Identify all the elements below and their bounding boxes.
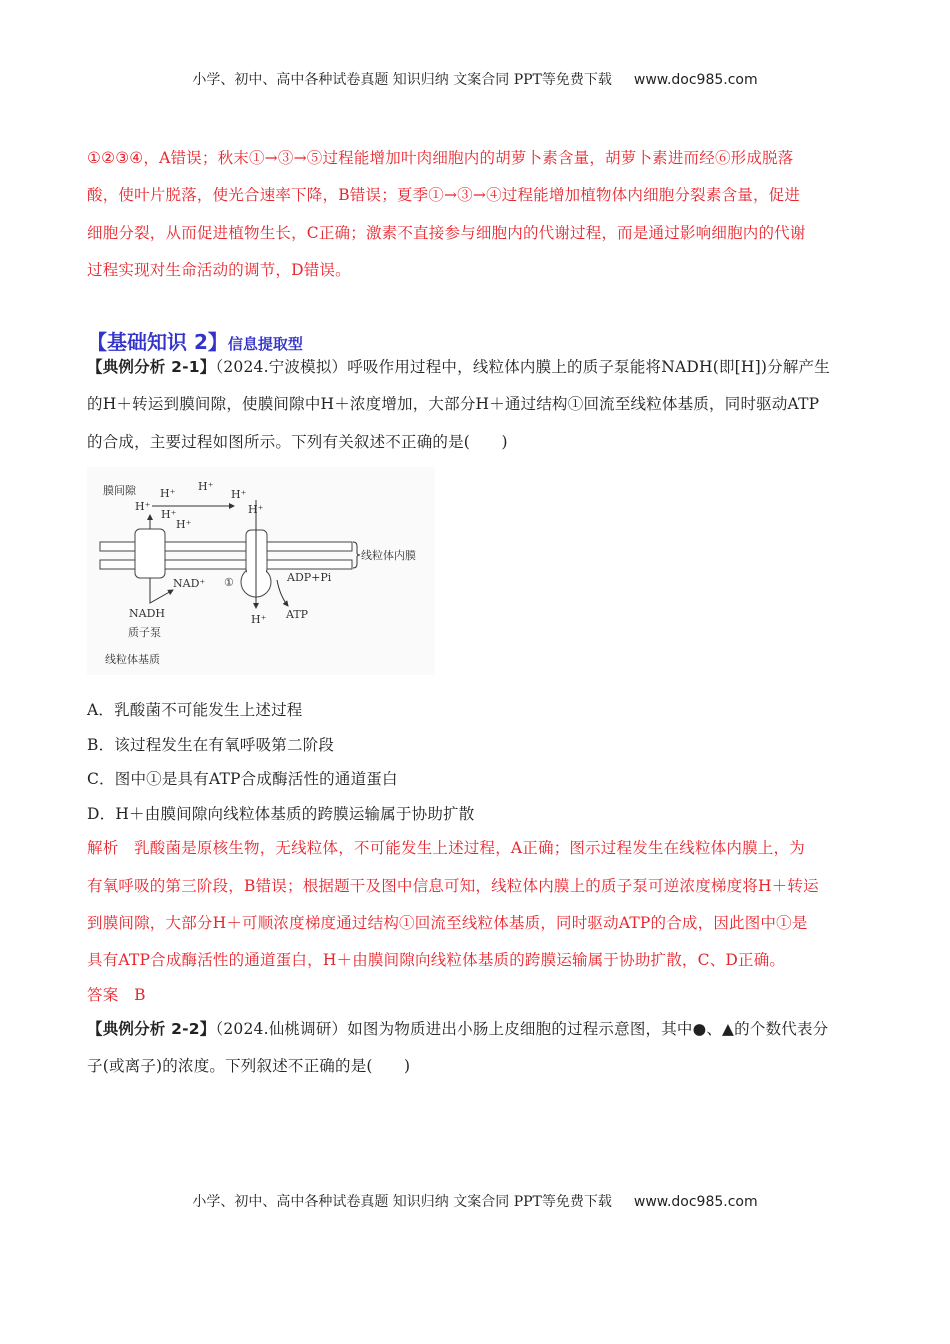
label-atp: ATP (286, 608, 309, 621)
prev-analysis-line: 酸，使叶片脱落，使光合速率下降，B错误；夏季①→③→④过程能增加植物体内细胞分裂素含量，促进 (87, 186, 801, 204)
q2-text: （2024.仙桃调研）如图为物质进出小肠上皮细胞的过程示意图，其中●、▲的个数代表分 (215, 1020, 829, 1038)
label-nadh: NADH (129, 607, 165, 620)
section-subtitle: 信息提取型 (227, 335, 303, 353)
prev-analysis-line: 过程实现对生命活动的调节，D错误。 (87, 261, 351, 279)
footer-url[interactable]: www.doc985.com (633, 1194, 758, 1210)
analysis-line: 有氧呼吸的第三阶段，B错误；根据题干及图中信息可知，线粒体内膜上的质子泵可逆浓度梯度将H＋转运 (87, 877, 819, 895)
q1-line: 的合成，主要过程如图所示。下列有关叙述不正确的是( ) (87, 433, 508, 451)
label-h: H⁺ (251, 613, 267, 626)
q2-line (87, 1017, 828, 1039)
analysis-line: 具有ATP合成酶活性的通道蛋白，H＋由膜间隙向线粒体基质的跨膜运输属于协助扩散，C、D正确。 (87, 951, 786, 969)
label-intermembrane: 膜间隙 (103, 484, 136, 497)
label-pump: 质子泵 (128, 626, 161, 639)
analysis-line: 到膜间隙，大部分H＋可顺浓度梯度通过结构①回流至线粒体基质，同时驱动ATP的合成，因此图中①是 (87, 914, 808, 932)
label-h: H⁺ (160, 487, 176, 500)
prev-analysis-line: 细胞分裂，从而促进植物生长，C正确；激素不直接参与细胞内的代谢过程，而是通过影响细胞内的代谢 (87, 224, 806, 242)
answer: 答案 B (87, 986, 146, 1004)
header-url[interactable]: www.doc985.com (633, 72, 758, 88)
label-structure-1: ① (224, 576, 234, 589)
label-h: H⁺ (176, 518, 192, 531)
header-text: 小学、初中、高中各种试卷真题 知识归纳 文案合同 PPT等免费下载 (192, 72, 612, 88)
q2-label: 【典例分析 2-2】 (87, 1020, 216, 1038)
q1-text: （2024.宁波模拟）呼吸作用过程中，线粒体内膜上的质子泵能将NADH(即[H])分解产生 (215, 358, 830, 376)
label-nad: NAD⁺ (173, 577, 206, 590)
option-b: B．该过程发生在有氧呼吸第二阶段 (87, 736, 335, 754)
section-title: 【基础知识 2】 (87, 330, 228, 354)
option-d: D．H＋由膜间隙向线粒体基质的跨膜运输属于协助扩散 (87, 805, 475, 823)
label-h: H⁺ (231, 488, 247, 501)
option-a: A．乳酸菌不可能发生上述过程 (87, 701, 303, 719)
q1-label: 【典例分析 2-1】 (87, 358, 216, 376)
label-h: H⁺ (161, 508, 177, 521)
page-footer (0, 1191, 950, 1211)
q1-line: 的H＋转运到膜间隙，使膜间隙中H＋浓度增加，大部分H＋通过结构①回流至线粒体基质，同时驱动ATP (87, 395, 820, 413)
footer-text: 小学、初中、高中各种试卷真题 知识归纳 文案合同 PPT等免费下载 (192, 1194, 612, 1210)
label-h: H⁺ (198, 480, 214, 493)
label-h: H⁺ (135, 500, 151, 513)
proton-pump-shape (135, 529, 165, 578)
label-h: H⁺ (248, 503, 264, 516)
q2-line: 子(或离子)的浓度。下列叙述不正确的是( ) (87, 1057, 411, 1075)
label-adp: ADP+Pi (287, 571, 332, 584)
label-inner-membrane: 线粒体内膜 (361, 549, 416, 562)
prev-analysis-line: ①②③④，A错误；秋末①→③→⑤过程能增加叶肉细胞内的胡萝卜素含量，胡萝卜素进而经⑥形成脱落 (87, 149, 794, 167)
label-matrix: 线粒体基质 (105, 653, 160, 666)
analysis-line: 解析 乳酸菌是原核生物，无线粒体，不可能发生上述过程，A正确；图示过程发生在线粒体内膜上，为 (87, 839, 805, 857)
option-c: C．图中①是具有ATP合成酶活性的通道蛋白 (87, 770, 398, 788)
